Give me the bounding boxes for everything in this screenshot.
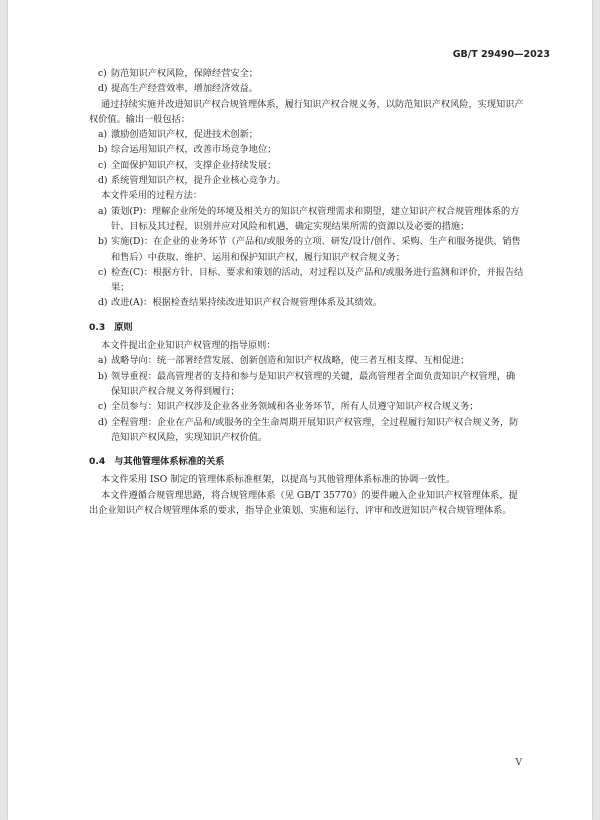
list-item [8,142,592,157]
list-marker: a) [98,355,108,367]
paragraph-output: 通过持续实施并改进知识产权合规管理体系，履行知识产权合规义务，以防范知识产权风险，实现知识产权价值。输出一般包括： [89,98,524,125]
paragraph-principles: 本文件提出企业知识产权管理的指导原则： [101,340,276,352]
list-text: 实施(D)：在企业的业务环节（产品和/或服务的立项、研发/设计/创作、采购、生产和服务提供、销售和售后）中获取、维护、运用和保护知识产权，履行知识产权合规义务； [111,236,521,263]
list-item [8,127,592,142]
list-item [8,399,592,414]
list-marker: c) [98,266,107,278]
list-item [8,81,592,96]
list-item [8,204,592,235]
list-item [8,415,592,446]
list-text: 全程管理：企业在产品和/或服务的全生命周期开展知识产权管理，全过程履行知识产权合规义务，防范知识产权风险，实现知识产权价值。 [111,416,519,443]
section-heading-relation [8,454,592,469]
list-marker: c) [98,68,107,79]
list-marker: c) [98,401,107,413]
list-item [8,295,592,310]
document-page [8,0,592,820]
list-text: 全面保护知识产权，支撑企业持续发展； [111,159,277,171]
list-text: 综合运用知识产权，改善市场竞争地位； [111,144,277,156]
list-text: 激励创造知识产权，促进技术创新； [111,129,258,141]
list-marker: b) [98,370,108,382]
list-item [8,66,592,81]
list-marker: d) [98,297,108,309]
list-marker: b) [98,236,108,248]
list-item [8,158,592,173]
section-title: 原则 [114,321,133,333]
list-output [8,127,592,188]
paragraph-process: 本文件采用的过程方法： [101,190,203,202]
list-principles [8,353,592,445]
list-text: 防范知识产权风险，保障经营安全； [111,68,258,79]
list-text: 战略导向：统一部署经营发展、创新创造和知识产权战略，使三者互相支撑、互相促进； [111,355,470,367]
list-marker: d) [98,175,108,187]
list-text: 全员参与：知识产权涉及企业各业务领域和各业务环节，所有人员遵守知识产权合规义务； [111,401,479,413]
list-marker: c) [98,159,107,171]
list-item [8,234,592,265]
standard-code: GB/T 29490—2023 [452,49,550,60]
paragraph-relation-1: 本文件采用 ISO 制定的管理体系标准框架，以提高与其他管理体系标准的协调一致性。 [101,474,456,486]
list-text: 检查(C)：根据方针、目标、要求和策划的活动，对过程以及产品和/或服务进行监测和评价，并报告结果； [111,266,524,294]
list-marker: a) [98,129,108,141]
list-text: 提高生产经营效率，增加经济效益。 [111,83,258,95]
list-item [8,353,592,368]
list-text: 系统管理知识产权，提升企业核心竞争力。 [111,175,286,187]
list-process [8,204,592,311]
list-item [8,173,592,188]
list-marker: b) [98,144,108,156]
page-number: V [515,758,522,768]
section-number: 0.4 [89,456,106,468]
list-marker: d) [98,83,108,95]
page-body [8,66,592,518]
section-title: 与其他管理体系标准的关系 [114,456,225,468]
list-item [8,369,592,400]
paragraph-relation-2: 本文件遵循合规管理思路，将合规管理体系（见 GB/T 35770）的要件融入企业知识产权管理体系，提出企业知识产权合规管理体系的要求，指导企业策划、实施和运行、评审和改进知识产权合规管理体系。 [89,489,518,517]
list-text: 领导重视：最高管理者的支持和参与是知识产权管理的关键，最高管理者全面负责知识产权管理，确保知识产权合规义务得到履行； [111,370,516,397]
list-marker: a) [98,205,108,217]
list-marker: d) [98,416,108,428]
list-item [8,265,592,296]
list-top [8,66,592,97]
list-text: 策划(P)：理解企业所处的环境及相关方的知识产权管理需求和期望，建立知识产权合规管理体系的方针、目标及其过程，识别并应对风险和机遇，确定实现结果所需的资源以及必要的措施； [111,205,520,232]
section-number: 0.3 [89,321,106,333]
section-heading-principles [8,320,592,335]
list-text: 改进(A)：根据检查结果持续改进知识产权合规管理体系及其绩效。 [111,297,383,309]
